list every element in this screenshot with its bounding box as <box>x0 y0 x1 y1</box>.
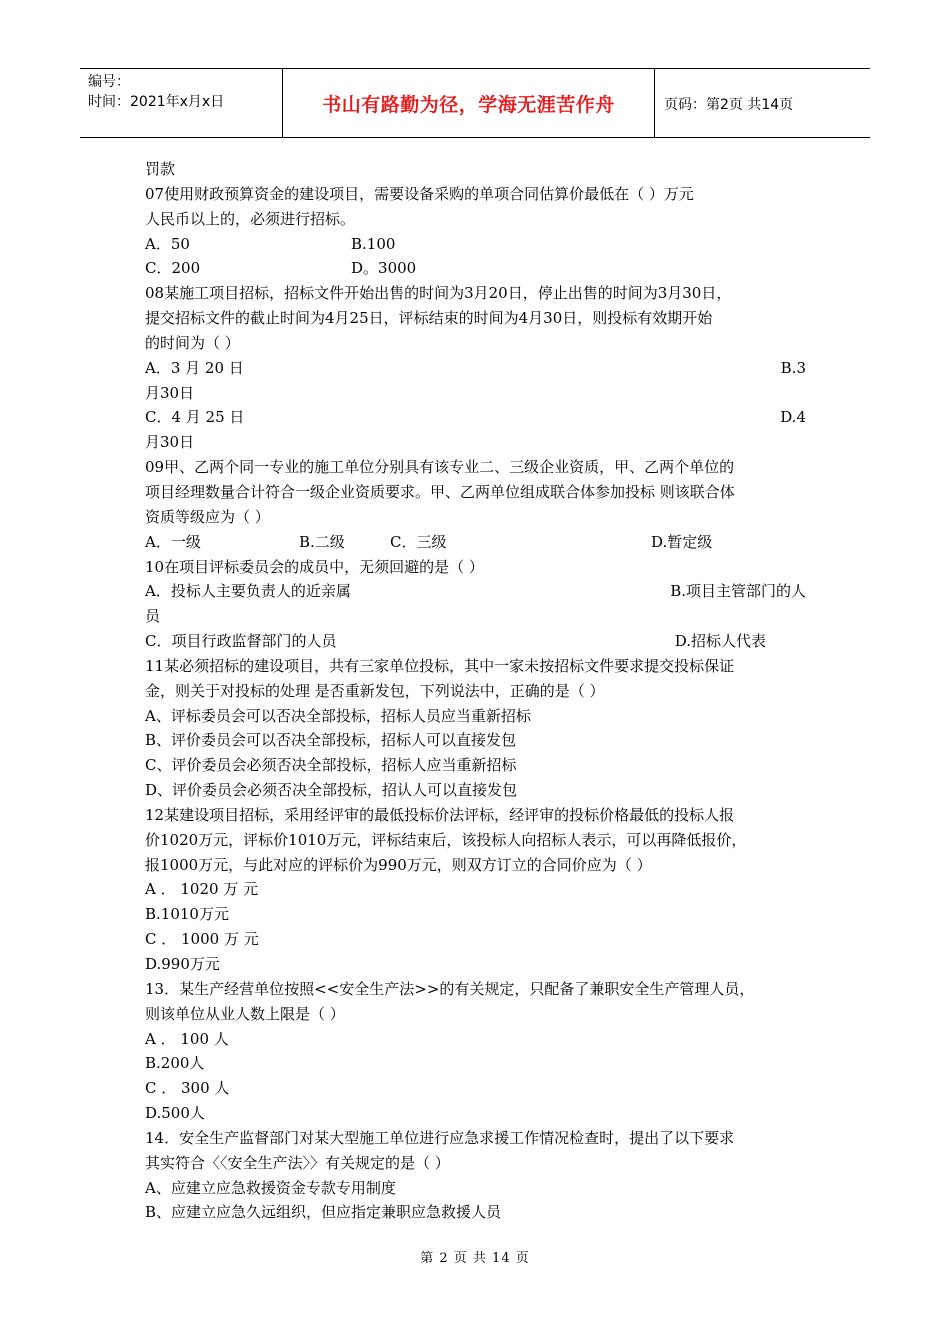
option-row <box>145 232 810 257</box>
option-d: D.4 <box>780 408 806 427</box>
option-b: B.200人 <box>145 1054 205 1073</box>
option-c: C．项目行政监督部门的人员 <box>145 632 337 651</box>
question-13-line: 13．某生产经营单位按照<<安全生产法>>的有关规定，只配备了兼职安全生产管理人员， <box>145 979 755 998</box>
text-line: 报1000万元，与此对应的评标价为990万元，则双方订立的合同价应为（ ） <box>145 855 652 874</box>
question-11-line: 11某必须招标的建设项目，共有三家单位投标，其中一家未按招标文件要求提交投标保证 <box>145 656 735 675</box>
option-a: A ． 1020 万 元 <box>145 880 259 899</box>
text-line: 金，则关于对投标的处理 是否重新发包，下列说法中，正确的是（ ） <box>145 681 605 700</box>
option-c: C ． 1000 万 元 <box>145 930 259 949</box>
text-line: 项目经理数量合计符合一级企业资质要求。甲、乙两单位组成联合体参加投标 则该联合体 <box>145 482 735 501</box>
option-row <box>145 256 810 281</box>
document-body <box>145 157 810 1225</box>
question-08-line: 08某施工项目招标，招标文件开始出售的时间为3月20日，停止出售的时间为3月30日， <box>145 284 732 303</box>
option-a: A、评标委员会可以否决全部投标，招标人员应当重新招标 <box>145 706 531 725</box>
option-row <box>145 579 810 604</box>
option-b: B、评价委员会可以否决全部投标，招标人可以直接发包 <box>145 731 517 750</box>
option-d: D.招标人代表 <box>674 632 766 651</box>
option-d: D.500人 <box>145 1104 205 1123</box>
option-a: A、应建立应急救援资金专款专用制度 <box>145 1178 396 1197</box>
text-line: 月30日 <box>145 383 195 402</box>
question-12-line: 12某建设项目招标，采用经评审的最低投标价法评标，经评审的投标价格最低的投标人报 <box>145 805 735 824</box>
text-line: 资质等级应为（ ） <box>145 507 270 526</box>
text-line: 价1020万元，评标价1010万元，评标结束后，该投标人向招标人表示，可以再降低报价， <box>145 830 747 849</box>
text-line: 人民币以上的，必须进行招标。 <box>145 209 356 228</box>
doc-date-label: 时间：2021年x月x日 <box>88 94 225 110</box>
option-d: D.暂定级 <box>651 532 713 551</box>
text-line: 的时间为（ ） <box>145 333 240 352</box>
option-b: B.1010万元 <box>145 905 229 924</box>
option-d: D、评价委员会必须否决全部投标，招认人可以直接发包 <box>145 781 518 800</box>
header-divider <box>654 69 655 137</box>
question-09-line: 09甲、乙两个同一专业的施工单位分别具有该专业二、三级企业资质，甲、乙两个单位的 <box>145 458 735 477</box>
text-line: 提交招标文件的截止时间为4月25日，评标结束的时间为4月30日，则投标有效期开始 <box>145 309 713 328</box>
question-14-line: 14．安全生产监督部门对某大型施工单位进行应急求援工作情况检查时，提出了以下要求 <box>145 1128 735 1147</box>
option-b: B.项目主管部门的人 <box>670 582 806 601</box>
option-d: D。3000 <box>351 259 417 278</box>
option-d: D.990万元 <box>145 955 220 973</box>
text-line: 其实符合〈〈安全生产法〉〉有关规定的是（ ） <box>145 1153 450 1172</box>
text-line: 罚款 <box>145 160 176 178</box>
option-c: C ． 300 人 <box>145 1079 230 1098</box>
option-a: A．3 月 20 日 <box>145 358 244 377</box>
header-meta <box>88 72 224 112</box>
option-b: B.3 <box>780 358 806 377</box>
option-row <box>145 405 810 430</box>
doc-code-label: 编号： <box>88 74 130 90</box>
header-page-info: 页码：第2页 共14页 <box>664 97 794 113</box>
option-b: B、应建立应急久远组织，但应指定兼职应急救援人员 <box>145 1203 502 1222</box>
option-a: A ． 100 人 <box>145 1029 229 1048</box>
option-b: B.100 <box>351 234 396 253</box>
text-line: 则该单位从业人数上限是（ ） <box>145 1004 345 1023</box>
option-c: C．200 <box>145 259 201 278</box>
page-header <box>80 68 870 138</box>
option-c: C．4 月 25 日 <box>145 408 245 427</box>
option-a: A．一级 <box>145 532 201 551</box>
option-c: C、评价委员会必须否决全部投标，招标人应当重新招标 <box>145 756 517 775</box>
option-row <box>145 356 810 381</box>
text-line: 月30日 <box>145 433 195 452</box>
option-c: C．三级 <box>390 532 447 551</box>
header-motto: 书山有路勤为径，学海无涯苦作舟 <box>322 94 615 116</box>
option-b: B.二级 <box>299 532 345 551</box>
question-10-line: 10在项目评标委员会的成员中，无须回避的是（ ） <box>145 557 484 576</box>
option-row <box>145 530 810 555</box>
page-footer: 第 2 页 共 14 页 <box>420 1251 530 1266</box>
text-line: 员 <box>145 607 161 626</box>
option-row <box>145 629 810 654</box>
question-07-line: 07使用财政预算资金的建设项目，需要设备采购的单项合同估算价最低在（ ）万元 <box>145 184 694 203</box>
option-a: A．50 <box>145 234 190 253</box>
option-a: A．投标人主要负责人的近亲属 <box>145 582 351 601</box>
